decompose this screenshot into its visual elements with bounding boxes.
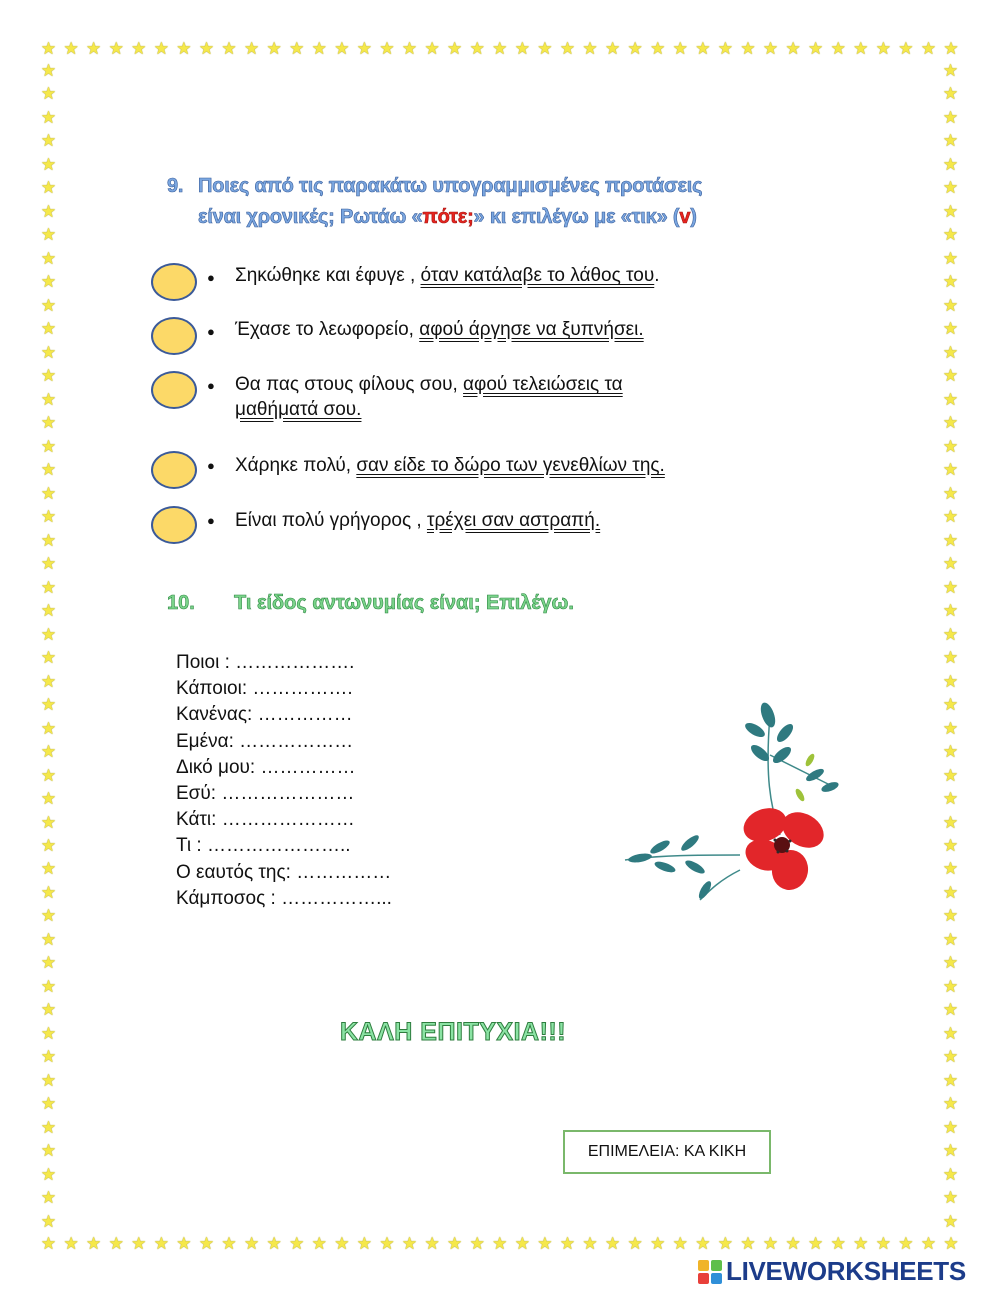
- star-icon: ★: [40, 671, 57, 691]
- star-icon: ★: [40, 248, 57, 268]
- star-icon: ★: [356, 39, 372, 58]
- star-icon: ★: [266, 1234, 282, 1253]
- sentence-3-main: Θα πας στους φίλους σου,: [235, 374, 464, 395]
- star-icon: ★: [627, 1234, 643, 1253]
- star-icon: ★: [198, 1234, 215, 1253]
- star-icon: ★: [604, 39, 621, 58]
- pronoun-item[interactable]: Κάτι: …………………: [176, 809, 355, 831]
- answer-oval-3[interactable]: [151, 371, 197, 409]
- star-icon: ★: [537, 39, 553, 58]
- star-icon: ★: [40, 295, 57, 315]
- star-icon: ★: [40, 507, 57, 527]
- star-icon: ★: [40, 1117, 57, 1137]
- closing-message: ΚΑΛΗ ΕΠΙΤΥΧΙΑ!!!: [340, 1018, 567, 1046]
- credit-box: [563, 1130, 771, 1174]
- answer-oval-5[interactable]: [151, 506, 197, 544]
- star-icon: ★: [401, 39, 418, 58]
- bullet-icon: ●: [207, 270, 215, 285]
- q9-tick-mark: v: [679, 206, 691, 228]
- star-icon: ★: [942, 695, 959, 715]
- star-icon: ★: [740, 39, 756, 58]
- sentence-3: [235, 372, 623, 422]
- star-icon: ★: [942, 154, 959, 174]
- star-icon: ★: [40, 1234, 57, 1253]
- star-icon: ★: [492, 1234, 508, 1253]
- star-icon: ★: [717, 1234, 733, 1253]
- star-icon: ★: [40, 483, 57, 503]
- bullet-icon: ●: [207, 458, 215, 473]
- star-icon: ★: [942, 789, 959, 809]
- star-icon: ★: [514, 1234, 530, 1253]
- star-icon: ★: [942, 319, 959, 339]
- star-icon: ★: [942, 1047, 959, 1067]
- star-icon: ★: [176, 39, 192, 58]
- star-icon: ★: [40, 718, 57, 738]
- sentence-4-main: Χάρηκε πολύ,: [235, 455, 357, 476]
- answer-oval-1[interactable]: [151, 263, 197, 301]
- star-icon: ★: [40, 1023, 57, 1043]
- star-icon: ★: [785, 39, 801, 58]
- star-icon: ★: [942, 460, 959, 480]
- sentence-3-clause-cont: μαθήματά σου.: [235, 399, 362, 420]
- star-icon: ★: [942, 554, 959, 574]
- star-icon: ★: [311, 39, 327, 58]
- star-icon: ★: [830, 1234, 846, 1253]
- star-icon: ★: [740, 1234, 756, 1253]
- star-icon: ★: [40, 789, 57, 809]
- star-icon: ★: [942, 389, 959, 409]
- star-icon: ★: [40, 154, 57, 174]
- star-icon: ★: [469, 39, 485, 58]
- star-icon: ★: [942, 107, 959, 127]
- star-icon: ★: [762, 39, 779, 58]
- star-icon: ★: [40, 389, 57, 409]
- question-10-number: 10.: [167, 592, 195, 614]
- star-icon: ★: [537, 1234, 553, 1253]
- star-icon: ★: [898, 39, 914, 58]
- bullet-icon: ●: [207, 513, 215, 528]
- star-icon: ★: [942, 530, 959, 550]
- sentence-3-clause: αφού τελειώσεις τα: [463, 374, 623, 395]
- star-icon: ★: [40, 413, 57, 433]
- star-icon: ★: [311, 1234, 327, 1253]
- star-icon: ★: [942, 1000, 959, 1020]
- star-icon: ★: [40, 460, 57, 480]
- star-icon: ★: [40, 601, 57, 621]
- star-icon: ★: [830, 39, 846, 58]
- star-icon: ★: [86, 1234, 102, 1253]
- star-icon: ★: [943, 1234, 959, 1253]
- sentence-4-clause: σαν είδε το δώρο των γενεθλίων της.: [356, 455, 665, 476]
- star-icon: ★: [762, 1234, 779, 1253]
- star-icon: ★: [176, 1234, 192, 1253]
- star-icon: ★: [243, 1234, 260, 1253]
- star-icon: ★: [40, 107, 57, 127]
- star-icon: ★: [942, 953, 959, 973]
- liveworksheets-icon: [698, 1260, 722, 1284]
- sentence-5: [235, 508, 600, 533]
- top-star-border: [40, 40, 960, 57]
- star-icon: ★: [40, 84, 57, 104]
- star-icon: ★: [942, 295, 959, 315]
- star-icon: ★: [942, 976, 959, 996]
- star-icon: ★: [942, 61, 959, 80]
- star-icon: ★: [424, 1234, 440, 1253]
- star-icon: ★: [582, 39, 598, 58]
- star-icon: ★: [40, 530, 57, 550]
- liveworksheets-wordmark: LIVEWORKSHEETS: [726, 1256, 966, 1286]
- star-icon: ★: [942, 84, 959, 104]
- star-icon: ★: [289, 39, 305, 58]
- bullet-icon: ●: [207, 378, 215, 393]
- answer-oval-4[interactable]: [151, 451, 197, 489]
- star-icon: ★: [63, 1234, 79, 1253]
- star-icon: ★: [379, 39, 395, 58]
- sentence-5-clause: τρέχει σαν αστραπή.: [426, 510, 601, 531]
- star-icon: ★: [942, 624, 959, 644]
- star-icon: ★: [514, 39, 530, 58]
- star-icon: ★: [942, 648, 959, 668]
- star-icon: ★: [853, 1234, 869, 1253]
- star-icon: ★: [266, 39, 282, 58]
- star-icon: ★: [40, 882, 57, 902]
- star-icon: ★: [447, 1234, 463, 1253]
- star-icon: ★: [942, 1188, 959, 1208]
- star-icon: ★: [875, 1234, 891, 1253]
- star-icon: ★: [942, 1023, 959, 1043]
- q9-highlight-pote: πότε;: [422, 206, 474, 228]
- star-icon: ★: [942, 882, 959, 902]
- bullet-icon: ●: [207, 324, 215, 339]
- star-icon: ★: [40, 1211, 57, 1231]
- star-icon: ★: [153, 1234, 169, 1253]
- star-icon: ★: [198, 39, 215, 58]
- star-icon: ★: [108, 39, 124, 58]
- star-icon: ★: [40, 835, 57, 855]
- sentence-5-main: Είναι πολύ γρήγορος ,: [235, 510, 427, 531]
- left-star-border: [40, 62, 57, 1230]
- star-icon: ★: [942, 1094, 959, 1114]
- star-icon: ★: [334, 1234, 350, 1253]
- star-icon: ★: [40, 1188, 57, 1208]
- q9-text-a: είναι χρονικές; Ρωτάω «: [198, 206, 423, 228]
- star-icon: ★: [40, 953, 57, 973]
- pronoun-list: [176, 650, 392, 912]
- flower-icon: [620, 695, 850, 905]
- star-icon: ★: [650, 39, 666, 58]
- star-icon: ★: [942, 413, 959, 433]
- question-9-title-line1: Ποιες από τις παρακάτω υπογραμμισμένες προτάσεις: [198, 175, 703, 197]
- star-icon: ★: [492, 39, 508, 58]
- star-icon: ★: [40, 624, 57, 644]
- star-icon: ★: [942, 601, 959, 621]
- star-icon: ★: [131, 1234, 147, 1253]
- star-icon: ★: [334, 39, 350, 58]
- star-icon: ★: [40, 577, 57, 597]
- question-10-title: Τι είδος αντωνυμίας είναι; Επιλέγω.: [234, 592, 574, 614]
- star-icon: ★: [942, 436, 959, 456]
- star-icon: ★: [942, 272, 959, 292]
- star-icon: ★: [40, 742, 57, 762]
- star-icon: ★: [40, 39, 57, 58]
- star-icon: ★: [672, 39, 688, 58]
- sentence-1-end: .: [654, 265, 660, 286]
- star-icon: ★: [785, 1234, 801, 1253]
- star-icon: ★: [695, 1234, 711, 1253]
- star-icon: ★: [942, 835, 959, 855]
- star-icon: ★: [942, 765, 959, 785]
- star-icon: ★: [40, 695, 57, 715]
- star-icon: ★: [40, 929, 57, 949]
- star-icon: ★: [40, 1164, 57, 1184]
- star-icon: ★: [853, 39, 869, 58]
- star-icon: ★: [40, 131, 57, 151]
- sentence-1-clause: όταν κατάλαβε το λάθος του: [420, 265, 655, 286]
- star-icon: ★: [469, 1234, 485, 1253]
- star-icon: ★: [40, 61, 57, 80]
- star-icon: ★: [131, 39, 147, 58]
- star-icon: ★: [379, 1234, 395, 1253]
- star-icon: ★: [942, 507, 959, 527]
- star-icon: ★: [942, 671, 959, 691]
- pronoun-item[interactable]: Τι : …………………..: [176, 835, 351, 857]
- star-icon: ★: [942, 906, 959, 926]
- star-icon: ★: [942, 812, 959, 832]
- star-icon: ★: [40, 201, 57, 221]
- star-icon: ★: [424, 39, 440, 58]
- star-icon: ★: [942, 1117, 959, 1137]
- star-icon: ★: [447, 39, 463, 58]
- star-icon: ★: [108, 1234, 124, 1253]
- pronoun-item[interactable]: Κάποιοι: …………….: [176, 678, 353, 700]
- star-icon: ★: [808, 1234, 824, 1253]
- star-icon: ★: [942, 1211, 959, 1231]
- star-icon: ★: [695, 39, 711, 58]
- star-icon: ★: [920, 39, 937, 58]
- star-icon: ★: [221, 1234, 237, 1253]
- star-icon: ★: [40, 554, 57, 574]
- star-icon: ★: [942, 342, 959, 362]
- sentence-2-main: Έχασε το λεωφορείο,: [235, 319, 420, 340]
- star-icon: ★: [40, 648, 57, 668]
- star-icon: ★: [40, 225, 57, 245]
- pronoun-item[interactable]: Ποιοι : ……………….: [176, 652, 355, 673]
- sentence-1: [235, 263, 660, 288]
- liveworksheets-logo[interactable]: [698, 1256, 966, 1287]
- star-icon: ★: [627, 39, 643, 58]
- star-icon: ★: [582, 1234, 598, 1253]
- pronoun-item[interactable]: Εσύ: …………………: [176, 783, 355, 805]
- pronoun-item[interactable]: Δικό μου: ……………: [176, 756, 356, 778]
- pronoun-item[interactable]: Κανένας: ……………: [176, 704, 353, 726]
- star-icon: ★: [942, 131, 959, 151]
- star-icon: ★: [40, 319, 57, 339]
- star-icon: ★: [650, 1234, 666, 1253]
- star-icon: ★: [942, 201, 959, 221]
- star-icon: ★: [942, 742, 959, 762]
- star-icon: ★: [898, 1234, 914, 1253]
- star-icon: ★: [63, 39, 79, 58]
- star-icon: ★: [243, 39, 260, 58]
- sentence-2: [235, 317, 644, 342]
- answer-oval-2[interactable]: [151, 317, 197, 355]
- star-icon: ★: [40, 272, 57, 292]
- bottom-star-border: [40, 1235, 960, 1252]
- star-icon: ★: [942, 859, 959, 879]
- sentence-1-main: Σηκώθηκε και έφυγε ,: [235, 265, 421, 286]
- star-icon: ★: [40, 1070, 57, 1090]
- star-icon: ★: [943, 39, 959, 58]
- star-icon: ★: [942, 483, 959, 503]
- pronoun-item[interactable]: Κάμποσος : ……………...: [176, 887, 392, 909]
- star-icon: ★: [356, 1234, 372, 1253]
- star-icon: ★: [40, 976, 57, 996]
- question-9-number: 9.: [167, 175, 184, 197]
- star-icon: ★: [604, 1234, 621, 1253]
- star-icon: ★: [920, 1234, 937, 1253]
- star-icon: ★: [559, 1234, 576, 1253]
- q9-text-c: ): [690, 206, 697, 228]
- pronoun-item[interactable]: Εμένα: ………………: [176, 730, 354, 752]
- star-icon: ★: [942, 718, 959, 738]
- star-icon: ★: [942, 248, 959, 268]
- star-icon: ★: [40, 436, 57, 456]
- star-icon: ★: [40, 812, 57, 832]
- star-icon: ★: [40, 342, 57, 362]
- star-icon: ★: [40, 859, 57, 879]
- star-icon: ★: [40, 1141, 57, 1161]
- star-icon: ★: [40, 1094, 57, 1114]
- star-icon: ★: [40, 906, 57, 926]
- star-icon: ★: [942, 929, 959, 949]
- pronoun-item[interactable]: Ο εαυτός της: ……………: [176, 861, 392, 883]
- right-star-border: [942, 62, 959, 1230]
- star-icon: ★: [717, 39, 733, 58]
- star-icon: ★: [153, 39, 169, 58]
- star-icon: ★: [942, 1070, 959, 1090]
- star-icon: ★: [401, 1234, 418, 1253]
- star-icon: ★: [86, 39, 102, 58]
- sentence-2-clause: αφού άργησε να ξυπνήσει.: [419, 319, 644, 340]
- star-icon: ★: [559, 39, 576, 58]
- sentence-4: [235, 453, 665, 478]
- star-icon: ★: [942, 1141, 959, 1161]
- star-icon: ★: [672, 1234, 688, 1253]
- credit-text: ΕΠΙΜΕΛΕΙΑ: ΚΑ ΚΙΚΗ: [587, 1143, 747, 1160]
- star-icon: ★: [40, 1000, 57, 1020]
- star-icon: ★: [942, 1164, 959, 1184]
- question-9-title-line2: [198, 206, 697, 229]
- q9-text-b: » κι επιλέγω με «τικ» (: [473, 206, 680, 228]
- star-icon: ★: [942, 577, 959, 597]
- star-icon: ★: [40, 765, 57, 785]
- star-icon: ★: [942, 366, 959, 386]
- star-icon: ★: [808, 39, 824, 58]
- star-icon: ★: [875, 39, 891, 58]
- star-icon: ★: [942, 178, 959, 198]
- star-icon: ★: [40, 366, 57, 386]
- star-icon: ★: [289, 1234, 305, 1253]
- star-icon: ★: [942, 225, 959, 245]
- star-icon: ★: [40, 1047, 57, 1067]
- star-icon: ★: [221, 39, 237, 58]
- star-icon: ★: [40, 178, 57, 198]
